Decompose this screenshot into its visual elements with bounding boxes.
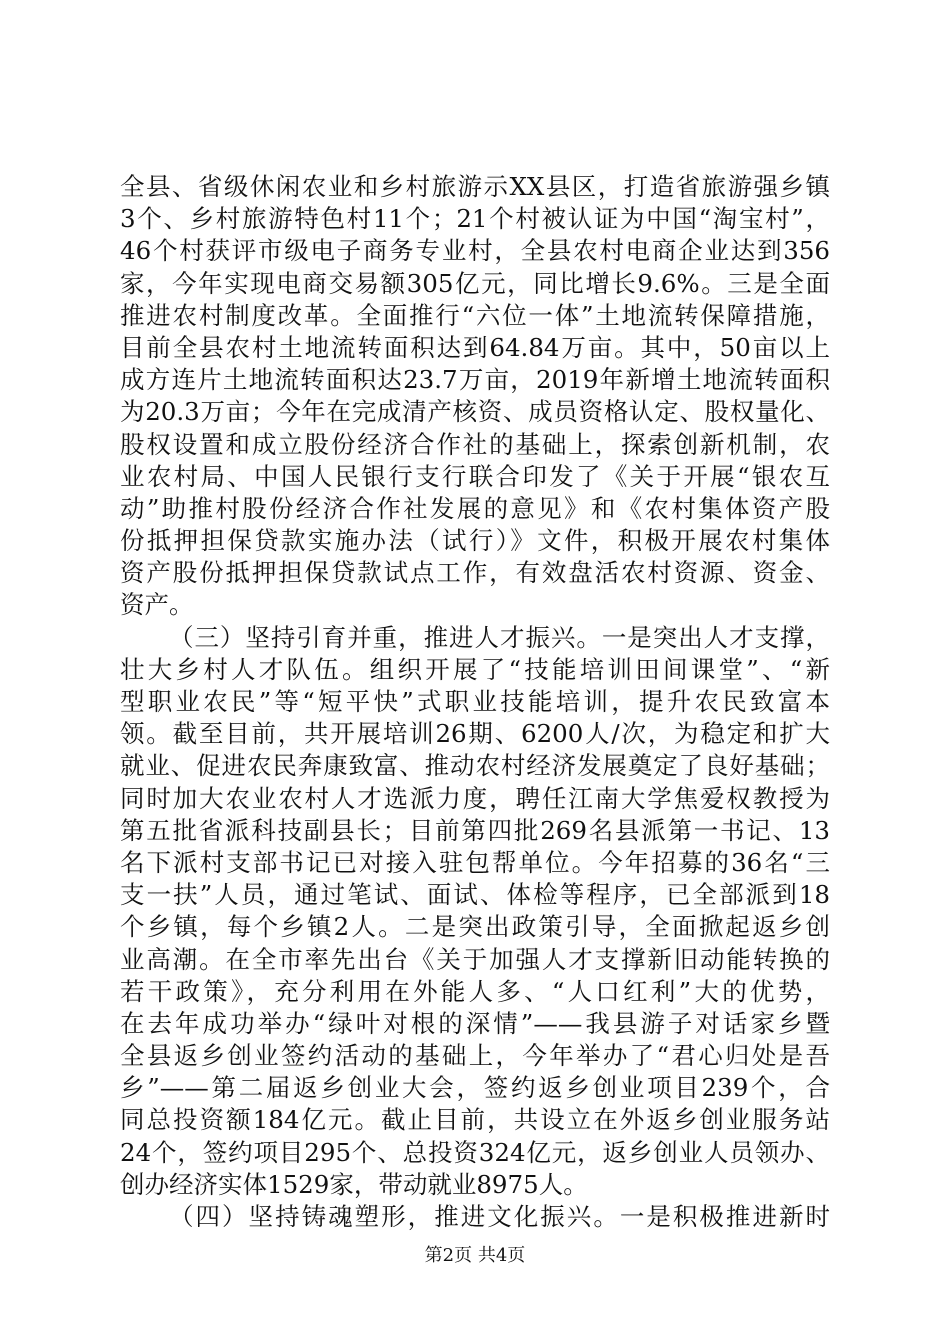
text-line: 就业、促进农民奔康致富、推动农村经济发展奠定了良好基础； (120, 751, 830, 781)
text-line: 目前全县农村土地流转面积达到64.84万亩。其中，50亩以上 (120, 332, 830, 362)
text-line: （四）坚持铸魂塑形，推进文化振兴。一是积极推进新时 (169, 1202, 830, 1231)
text-line: 24个，签约项目295个、总投资324亿元，返乡创业人员领办、 (120, 1137, 830, 1167)
text-line: 成方连片土地流转面积达23.7万亩，2019年新增土地流转面积 (120, 365, 830, 395)
text-line: 为20.3万亩；今年在完成清产核资、成员资格认定、股权量化、 (120, 397, 830, 427)
text-line: 份抵押担保贷款实施办法（试行）》文件，积极开展农村集体 (120, 526, 830, 556)
text-line: 在去年成功举办“绿叶对根的深情”——我县游子对话家乡暨 (120, 1008, 830, 1038)
text-line: 股权设置和成立股份经济合作社的基础上，探索创新机制，农 (120, 429, 830, 459)
text-line: 型职业农民”等“短平快”式职业技能培训，提升农民致富本 (120, 687, 830, 716)
text-line: 全县返乡创业签约活动的基础上，今年举办了“君心归处是吾 (120, 1041, 830, 1071)
text-line: 同总投资额184亿元。截止目前，共设立在外返乡创业服务站 (120, 1105, 830, 1135)
text-line: 资产股份抵押担保贷款试点工作，有效盘活农村资源、资金、 (120, 558, 830, 588)
text-line: 46个村获评市级电子商务专业村，全县农村电商企业达到356 (120, 236, 830, 266)
text-line: 第五批省派科技副县长；目前第四批269名县派第一书记、13 (120, 815, 830, 845)
text-line: 全县、省级休闲农业和乡村旅游示XX县区，打造省旅游强乡镇 (120, 172, 830, 201)
text-line: 支一扶”人员，通过笔试、面试、体检等程序，已全部派到18 (120, 880, 830, 910)
text-line: 家，今年实现电商交易额305亿元，同比增长9.6%。三是全面 (120, 268, 830, 298)
document-body (120, 171, 830, 1233)
text-line: 个乡镇，每个乡镇2人。二是突出政策引导，全面掀起返乡创 (120, 912, 830, 942)
text-line: 资产。 (120, 590, 194, 620)
text-line: 名下派村支部书记已对接入驻包帮单位。今年招募的36名“三 (120, 847, 830, 877)
page-footer: 第2页 共4页 (424, 1245, 526, 1266)
text-line: （三）坚持引育并重，推进人才振兴。一是突出人才支撑， (169, 622, 830, 652)
text-line: 推进农村制度改革。全面推行“六位一体”土地流转保障措施， (120, 300, 830, 330)
text-line: 若干政策》，充分利用在外能人多、“人口红利”大的优势， (120, 976, 830, 1006)
text-line: 乡”——第二届返乡创业大会，签约返乡创业项目239个，合 (120, 1073, 830, 1103)
text-line: 壮大乡村人才队伍。组织开展了“技能培训田间课堂”、“新 (120, 654, 830, 684)
text-line: 同时加大农业农村人才选派力度，聘任江南大学焦爱权教授为 (120, 783, 830, 813)
text-line: 业农村局、中国人民银行支行联合印发了《关于开展“银农互 (120, 461, 830, 491)
text-line: 3个、乡村旅游特色村11个；21个村被认证为中国“淘宝村”， (120, 204, 830, 234)
text-line: 业高潮。在全市率先出台《关于加强人才支撑新旧动能转换的 (120, 944, 830, 974)
text-line: 动”助推村股份经济合作社发展的意见》和《农村集体资产股 (120, 493, 830, 523)
text-line: 领。截至目前，共开展培训26期、6200人/次，为稳定和扩大 (120, 719, 830, 749)
text-line: 创办经济实体1529家，带动就业8975人。 (120, 1169, 588, 1199)
